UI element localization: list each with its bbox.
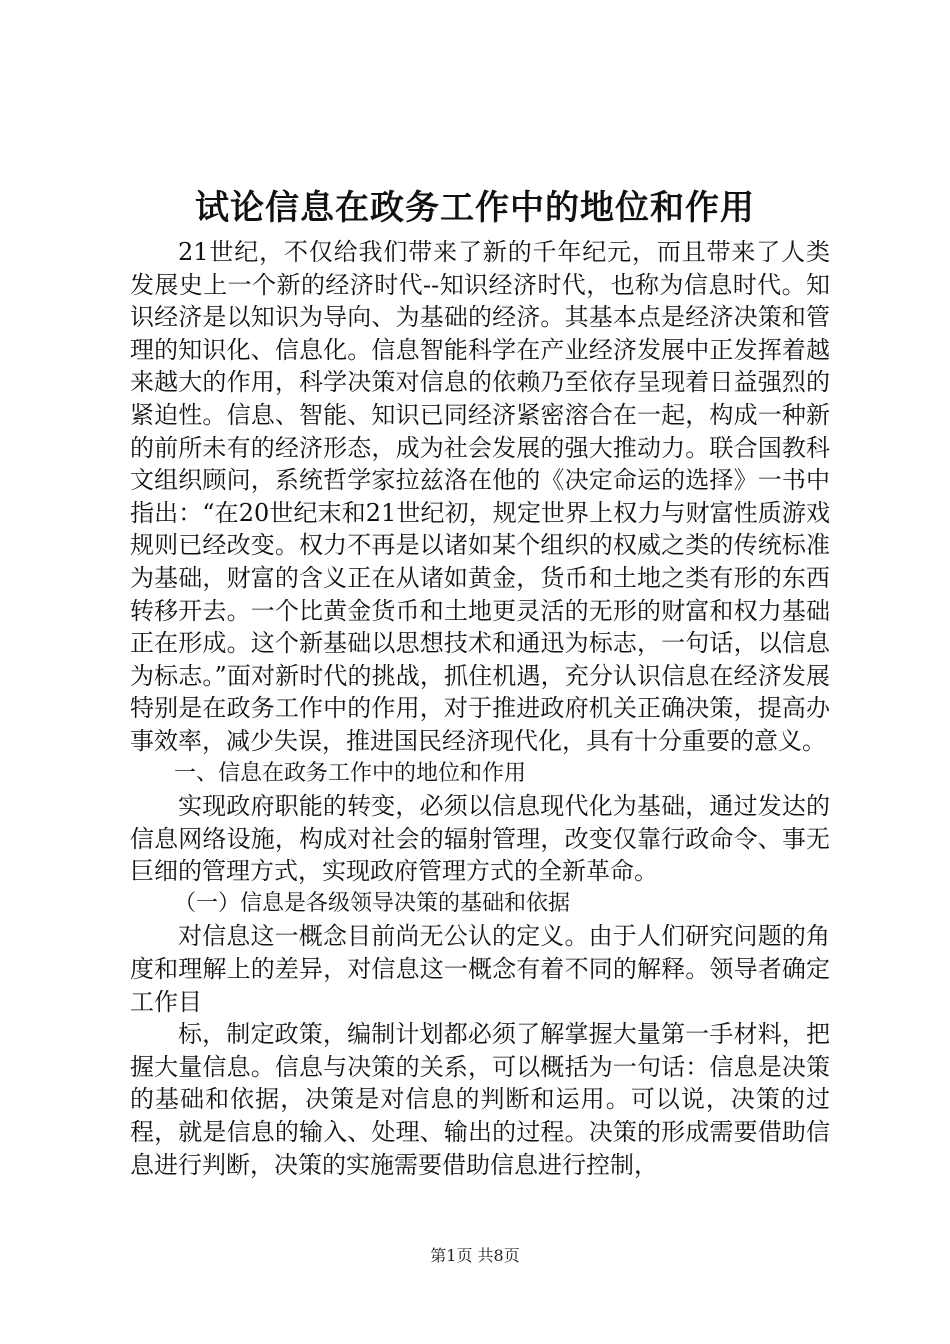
paragraph-decision: 标，制定政策，编制计划都必须了解掌握大量第一手材料，把握大量信息。信息与决策的关系，可以概括为一句话：信息是决策的基础和依据，决策是对信息的判断和运用。可以说，决策的过程，就是信息的输入、处理、输出的过程。决策的形成需要借助信息进行判断，决策的实施需要借助信息进行控制，	[130, 1020, 830, 1179]
document-title: 试论信息在政务工作中的地位和作用	[195, 188, 755, 228]
paragraph-definition: 对信息这一概念目前尚无公认的定义。由于人们研究问题的角度和理解上的差异，对信息这一概念有着不同的解释。领导者确定工作目	[130, 922, 830, 1016]
page-footer: 第1页 共8页	[430, 1246, 520, 1265]
paragraph-section-1: 实现政府职能的转变，必须以信息现代化为基础，通过发达的信息网络设施，构成对社会的辐射管理，改变仅靠行政命令、事无巨细的管理方式，实现政府管理方式的全新革命。	[130, 792, 830, 886]
paragraph-intro: 21世纪，不仅给我们带来了新的千年纪元，而且带来了人类发展史上一个新的经济时代--知识经济时代，也称为信息时代。知识经济是以知识为导向、为基础的经济。其基本点是经济决策和管理的知识化、信息化。信息智能科学在产业经济发展中正发挥着越来越大的作用，科学决策对信息的依赖乃至依存呈现着日益强烈的紧迫性。信息、智能、知识已同经济紧密溶合在一起，构成一种新的前所未有的经济形态，成为社会发展的强大推动力。联合国教科文组织顾问，系统哲学家拉兹洛在他的《决定命运的选择》一书中指出：“在20世纪末和21世纪初，规定世界上权力与财富性质游戏规则已经改变。权力不再是以诸如某个组织的权威之类的传统标准为基础，财富的含义正在从诸如黄金，货币和土地之类有形的东西转移开去。一个比黄金货币和土地更灵活的无形的财富和权力基础正在形成。这个新基础以思想技术和通迅为标志，一句话，以信息为标志。”面对新时代的挑战，抓住机遇，充分认识信息在经济发展特别是在政务工作中的作用，对于推进政府机关正确决策，提高办事效率，减少失误，推进国民经济现代化，具有十分重要的意义。	[130, 238, 830, 755]
subsection-heading-1: （一）信息是各级领导决策的基础和依据	[174, 890, 571, 916]
section-heading-1: 一、信息在政务工作中的地位和作用	[174, 760, 527, 786]
document-body	[130, 236, 830, 1181]
